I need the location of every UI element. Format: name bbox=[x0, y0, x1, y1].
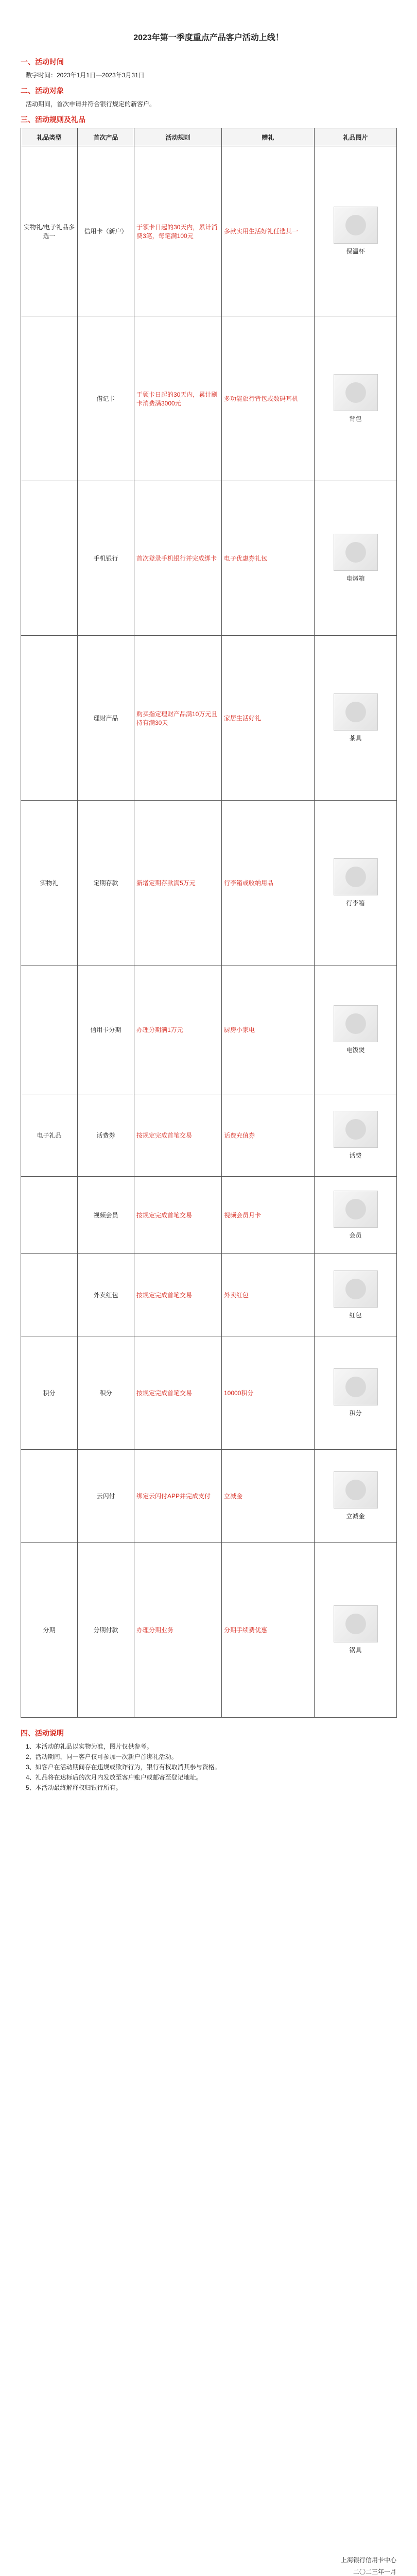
gift-cell: 分期手续费优惠 bbox=[222, 1543, 315, 1718]
rule-cell: 按规定完成首笔交易 bbox=[134, 1177, 222, 1254]
rule-cell: 办理分期满1万元 bbox=[134, 965, 222, 1094]
gift-cell: 厨房小家电 bbox=[222, 965, 315, 1094]
table-row bbox=[21, 1094, 397, 1177]
product-cell: 理财产品 bbox=[78, 636, 134, 801]
gift-cell: 话费充值券 bbox=[222, 1094, 315, 1177]
table-row bbox=[21, 636, 397, 801]
note-item: 4、礼品将在达标后的次月内发放至客户账户或邮寄至登记地址。 bbox=[26, 1774, 202, 1781]
table-row bbox=[21, 1254, 397, 1336]
type-cell: 实物礼/电子礼品多选一 bbox=[21, 146, 78, 316]
section-text: 活动期间，首次申请并符合银行规定的新客户。 bbox=[26, 100, 156, 108]
gift-image-label: 红包 bbox=[349, 1312, 362, 1319]
rule-cell: 新增定期存款满5万元 bbox=[134, 801, 222, 965]
footer bbox=[341, 2555, 396, 2576]
gift-image bbox=[334, 207, 378, 244]
gift-image-label: 电烤箱 bbox=[346, 575, 365, 582]
section-heading: 二、活动对象 bbox=[21, 87, 64, 95]
type-cell bbox=[21, 1254, 78, 1336]
product-cell: 信用卡（新户） bbox=[78, 146, 134, 316]
gift-image-label: 积分 bbox=[349, 1410, 362, 1417]
table-row bbox=[21, 1450, 397, 1543]
rule-cell: 绑定云闪付APP并完成支付 bbox=[134, 1450, 222, 1543]
gift-image-label: 电饭煲 bbox=[346, 1046, 365, 1054]
type-cell bbox=[21, 636, 78, 801]
gift-image bbox=[334, 1191, 378, 1228]
gift-image bbox=[334, 1471, 378, 1509]
gift-cell: 多款实用生活好礼任选其一 bbox=[222, 146, 315, 316]
table-row bbox=[21, 1543, 397, 1718]
gift-cell: 电子优惠券礼包 bbox=[222, 481, 315, 636]
notes-heading: 四、活动说明 bbox=[21, 1729, 64, 1737]
note-item: 5、本活动最终解释权归银行所有。 bbox=[26, 1784, 122, 1791]
rule-cell: 于领卡日起的30天内，累计刷卡消费满3000元 bbox=[134, 316, 222, 481]
notes-section bbox=[21, 1728, 396, 1793]
image-cell bbox=[315, 316, 397, 481]
type-cell: 实物礼 bbox=[21, 801, 78, 965]
product-cell: 视频会员 bbox=[78, 1177, 134, 1254]
gift-cell: 立减金 bbox=[222, 1450, 315, 1543]
gift-cell: 行李箱或收纳用品 bbox=[222, 801, 315, 965]
note-item: 1、本活动的礼品以实物为准，图片仅供参考。 bbox=[26, 1743, 153, 1750]
table-body bbox=[21, 146, 397, 1718]
type-cell: 分期 bbox=[21, 1543, 78, 1718]
image-cell bbox=[315, 1254, 397, 1336]
gift-image bbox=[334, 858, 378, 895]
image-cell bbox=[315, 481, 397, 636]
type-cell bbox=[21, 1177, 78, 1254]
note-item: 2、活动期间，同一客户仅可参加一次新户首绑礼活动。 bbox=[26, 1753, 178, 1760]
gift-image bbox=[334, 1368, 378, 1405]
gift-image bbox=[334, 1111, 378, 1148]
col-header: 礼品图片 bbox=[315, 128, 397, 146]
table-row bbox=[21, 481, 397, 636]
section-heading: 三、活动规则及礼品 bbox=[21, 115, 85, 124]
section-time bbox=[21, 57, 396, 80]
type-cell: 电子礼品 bbox=[21, 1094, 78, 1177]
product-cell: 手机银行 bbox=[78, 481, 134, 636]
rule-cell: 首次登录手机银行并完成绑卡 bbox=[134, 481, 222, 636]
rule-cell: 按规定完成首笔交易 bbox=[134, 1094, 222, 1177]
gift-cell: 外卖红包 bbox=[222, 1254, 315, 1336]
gift-table bbox=[21, 128, 397, 1718]
gift-cell: 家居生活好礼 bbox=[222, 636, 315, 801]
gift-image bbox=[334, 1605, 378, 1642]
table-header-row bbox=[21, 128, 397, 146]
col-header: 活动规则 bbox=[134, 128, 222, 146]
product-cell: 外卖红包 bbox=[78, 1254, 134, 1336]
gift-image-label: 立减金 bbox=[346, 1513, 365, 1520]
gift-image-label: 行李箱 bbox=[346, 900, 365, 907]
table-row bbox=[21, 1177, 397, 1254]
product-cell: 分期付款 bbox=[78, 1543, 134, 1718]
image-cell bbox=[315, 1094, 397, 1177]
image-cell bbox=[315, 1543, 397, 1718]
section-heading: 一、活动时间 bbox=[21, 58, 64, 66]
gift-image bbox=[334, 374, 378, 411]
footer-date: 二〇二三年一月 bbox=[353, 2568, 396, 2575]
gift-image bbox=[334, 534, 378, 571]
gift-image-label: 锅具 bbox=[349, 1647, 362, 1654]
image-cell bbox=[315, 1336, 397, 1450]
rule-cell: 办理分期业务 bbox=[134, 1543, 222, 1718]
image-cell bbox=[315, 636, 397, 801]
product-cell: 借记卡 bbox=[78, 316, 134, 481]
image-cell bbox=[315, 801, 397, 965]
footer-org: 上海银行信用卡中心 bbox=[340, 2556, 396, 2564]
gift-image bbox=[334, 1270, 378, 1308]
rule-cell: 按规定完成首笔交易 bbox=[134, 1336, 222, 1450]
product-cell: 积分 bbox=[78, 1336, 134, 1450]
table-row bbox=[21, 965, 397, 1094]
gift-image bbox=[334, 1005, 378, 1042]
gift-image-label: 背包 bbox=[349, 415, 362, 422]
gift-image-label: 会员 bbox=[349, 1232, 362, 1239]
notes-list bbox=[21, 1741, 396, 1793]
section-audience bbox=[21, 86, 396, 109]
gift-image-label: 保温杯 bbox=[346, 248, 365, 255]
page-title: 2023年第一季度重点产品客户活动上线！ bbox=[133, 33, 284, 42]
col-header: 赠礼 bbox=[222, 128, 315, 146]
table-row bbox=[21, 146, 397, 316]
image-cell bbox=[315, 965, 397, 1094]
rule-cell: 购买指定理财产品满10万元且持有满30天 bbox=[134, 636, 222, 801]
product-cell: 云闪付 bbox=[78, 1450, 134, 1543]
gift-image-label: 茶具 bbox=[349, 735, 362, 742]
image-cell bbox=[315, 146, 397, 316]
table-row bbox=[21, 801, 397, 965]
note-item: 3、如客户在活动期间存在违规或欺诈行为，银行有权取消其参与资格。 bbox=[26, 1764, 221, 1771]
rule-cell: 按规定完成首笔交易 bbox=[134, 1254, 222, 1336]
image-cell bbox=[315, 1450, 397, 1543]
gift-image-label: 话费 bbox=[349, 1152, 362, 1159]
type-cell bbox=[21, 965, 78, 1094]
gift-cell: 视频会员月卡 bbox=[222, 1177, 315, 1254]
gift-cell: 多功能旅行背包或数码耳机 bbox=[222, 316, 315, 481]
rule-cell: 于领卡日起的30天内，累计消费3笔，每笔满100元 bbox=[134, 146, 222, 316]
col-header: 礼品类型 bbox=[21, 128, 78, 146]
gift-image bbox=[334, 693, 378, 731]
table-row bbox=[21, 316, 397, 481]
image-cell bbox=[315, 1177, 397, 1254]
product-cell: 话费券 bbox=[78, 1094, 134, 1177]
type-cell bbox=[21, 316, 78, 481]
table-row bbox=[21, 1336, 397, 1450]
type-cell bbox=[21, 481, 78, 636]
section-rules bbox=[21, 114, 396, 125]
col-header: 首次产品 bbox=[78, 128, 134, 146]
gift-cell: 10000积分 bbox=[222, 1336, 315, 1450]
type-cell bbox=[21, 1450, 78, 1543]
section-text: 数字时间：2023年1月1日—2023年3月31日 bbox=[26, 72, 145, 79]
type-cell: 积分 bbox=[21, 1336, 78, 1450]
product-cell: 定期存款 bbox=[78, 801, 134, 965]
product-cell: 信用卡分期 bbox=[78, 965, 134, 1094]
